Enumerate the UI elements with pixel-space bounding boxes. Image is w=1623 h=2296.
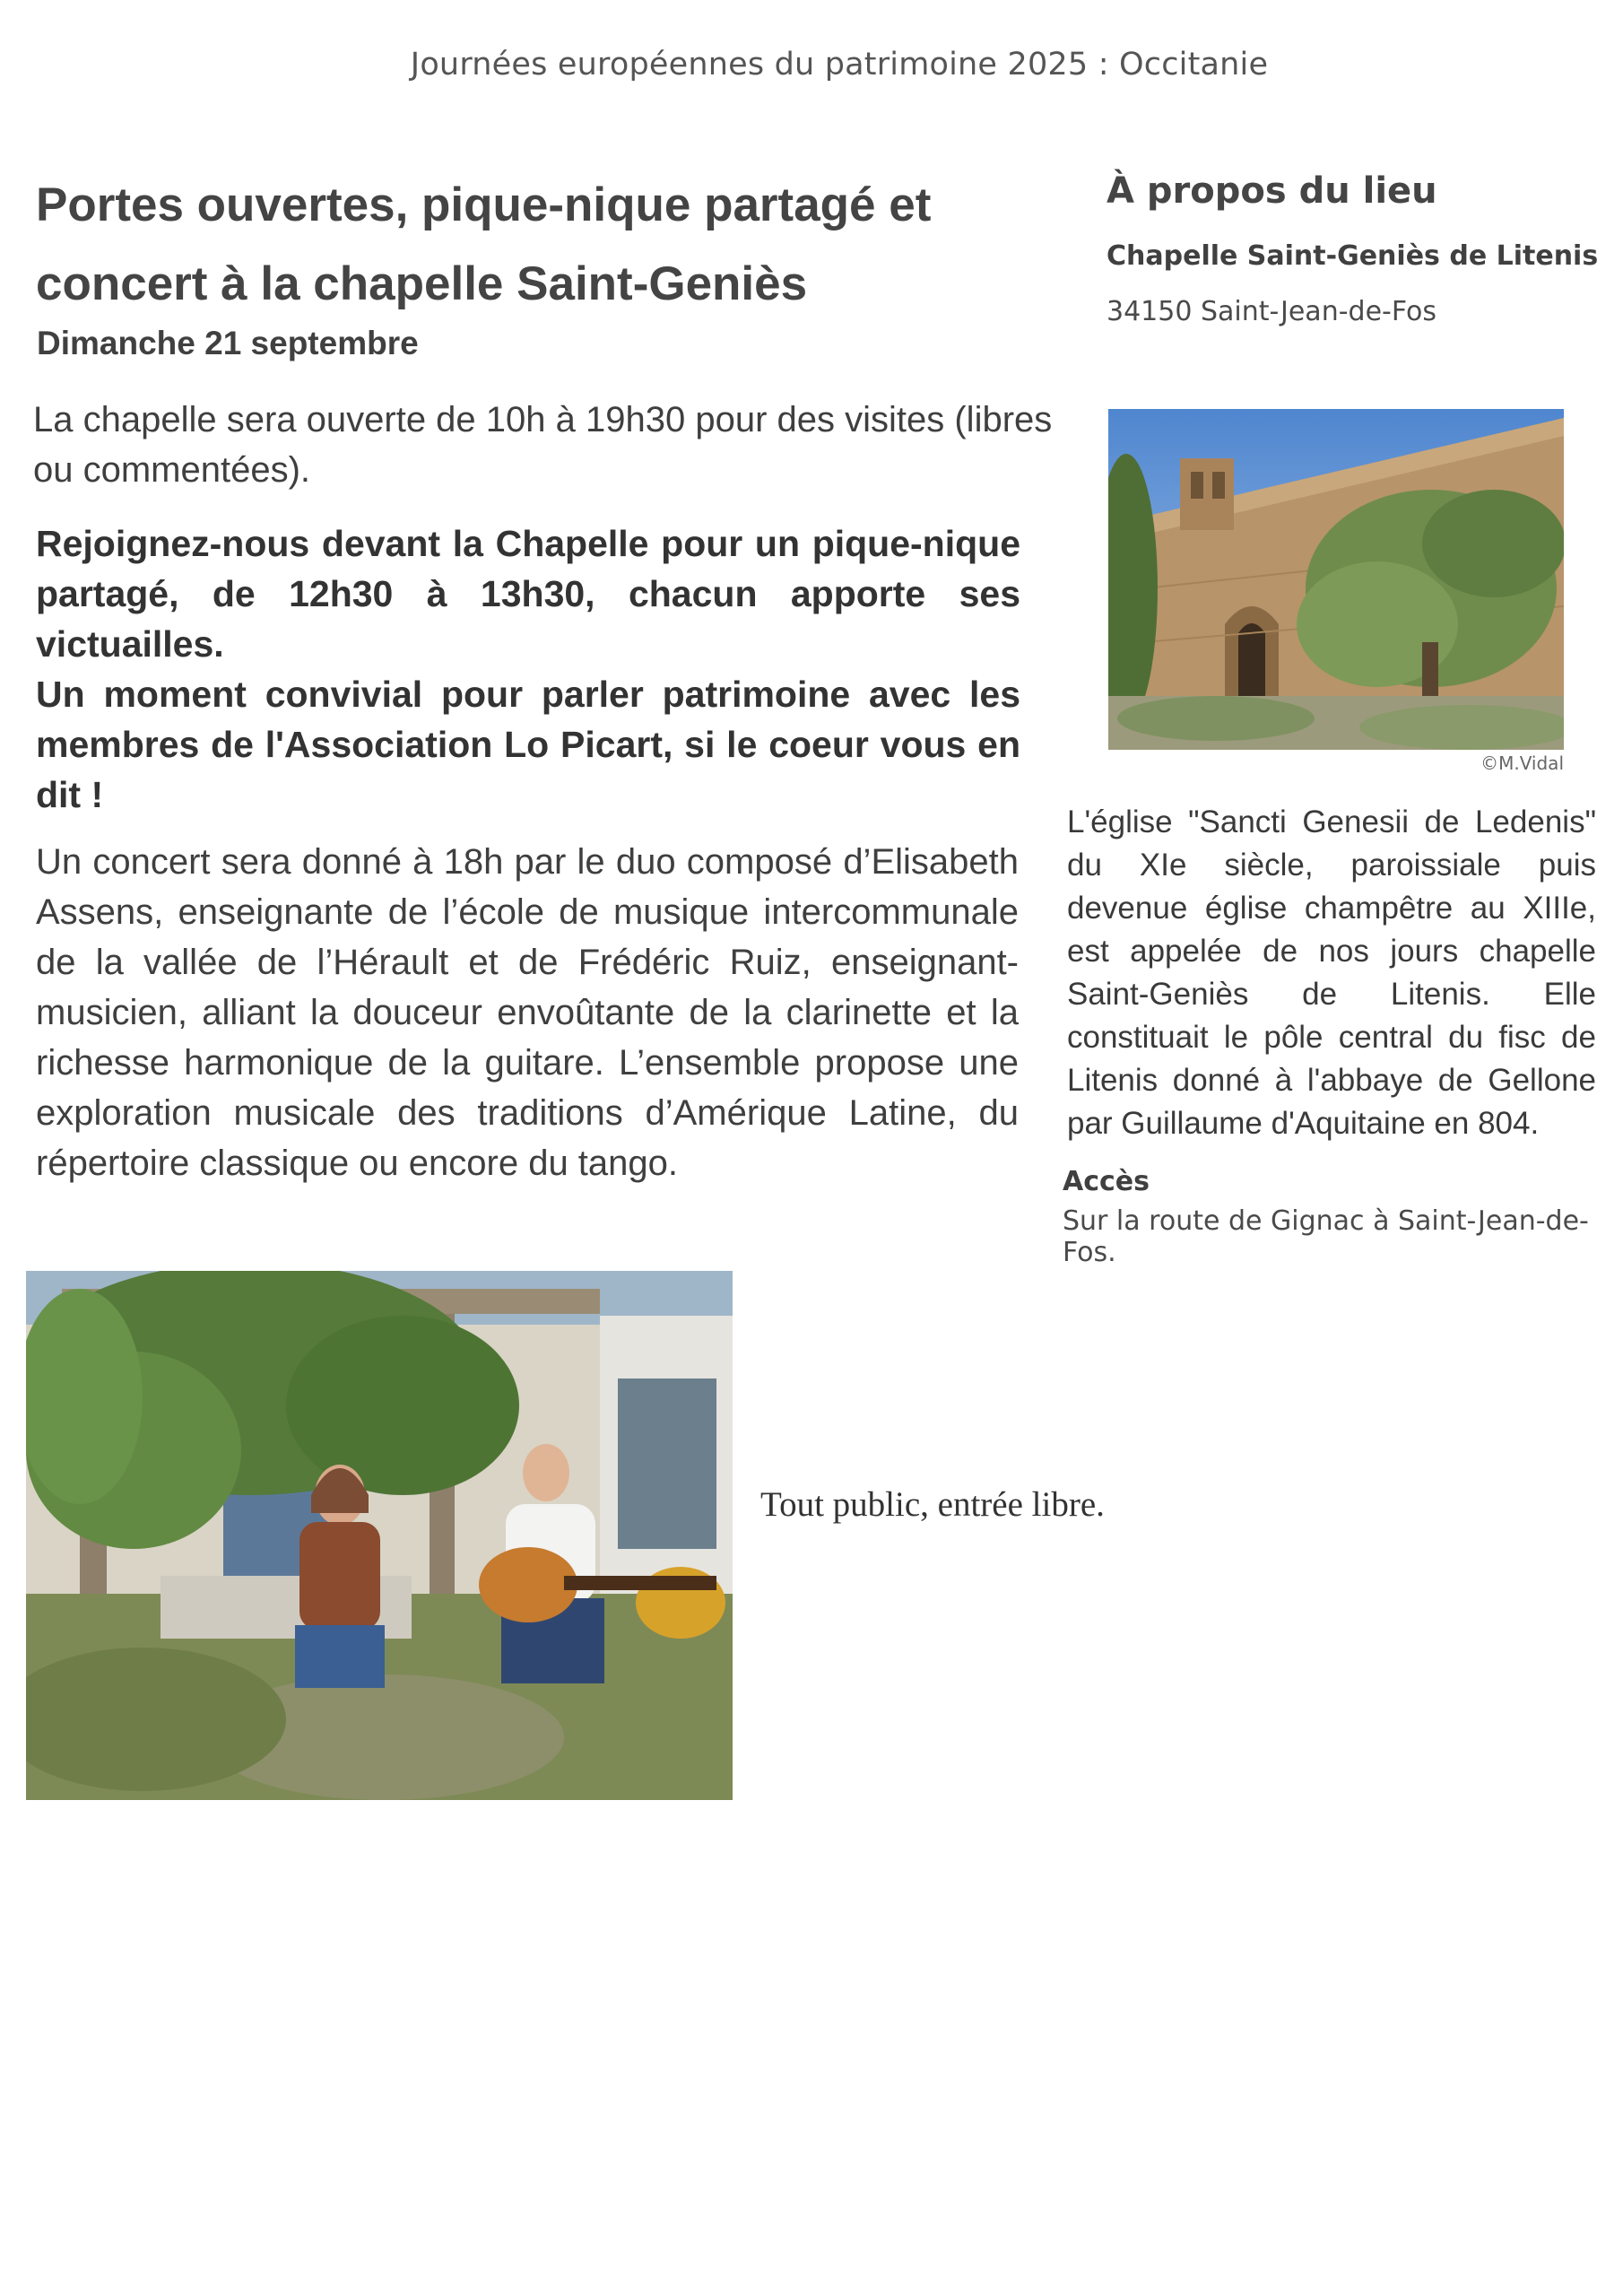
chapel-photo bbox=[1108, 409, 1564, 750]
public-admission-note: Tout public, entrée libre. bbox=[760, 1485, 1105, 1524]
access-directions: Sur la route de Gignac à Saint-Jean-de-Fos. bbox=[1063, 1205, 1589, 1268]
opening-hours-text: La chapelle sera ouverte de 10h à 19h30 pour des visites (libres ou commentées). bbox=[33, 400, 1053, 490]
event-title: Portes ouvertes, pique-nique partagé et concert à la chapelle Saint-Geniès bbox=[36, 178, 932, 310]
venue-history: L'église "Sancti Genesii de Ledenis" du XIe siècle, paroissiale puis devenue église champêtre au XIIIe, est appelée de nos jours chapelle Saint-Geniès de Litenis. Elle constituait le pôle central du fisc de Litenis donné à l'abbaye de Gellone par Guillaume d'Aquitaine en 804. bbox=[1067, 804, 1596, 1141]
event-date: Dimanche 21 septembre bbox=[37, 325, 419, 361]
convivial-paragraph: Un moment convivial pour parler patrimoine avec les membres de l'Association Lo Picart, si le coeur vous en dit ! bbox=[36, 674, 1020, 815]
about-venue-heading: À propos du lieu bbox=[1107, 170, 1437, 212]
musicians-photo bbox=[26, 1271, 733, 1800]
picnic-announcement bbox=[36, 518, 1020, 820]
photo-credit: ©M.Vidal bbox=[1480, 752, 1564, 774]
access-label: Accès bbox=[1063, 1166, 1150, 1197]
venue-name: Chapelle Saint-Geniès de Litenis bbox=[1107, 240, 1599, 272]
venue-address: 34150 Saint-Jean-de-Fos bbox=[1107, 296, 1437, 327]
concert-description: Un concert sera donné à 18h par le duo composé d’Elisabeth Assens, enseignante de l’école de musique intercommunale de la vallée de l’Hérault et de Frédéric Ruiz, enseignant-musicien, alliant la douceur envoûtante de la clarinette et la richesse harmonique de la guitare. L’ensemble propose une exploration musicale des traditions d’Amérique Latine, du répertoire classique ou encore du tango. bbox=[36, 842, 1019, 1183]
page-header: Journées européennes du patrimoine 2025 : Occitanie bbox=[410, 47, 1269, 83]
picnic-paragraph: Rejoignez-nous devant la Chapelle pour un pique-nique partagé, de 12h30 à 13h30, chacun apporte ses victuailles. bbox=[36, 523, 1020, 665]
